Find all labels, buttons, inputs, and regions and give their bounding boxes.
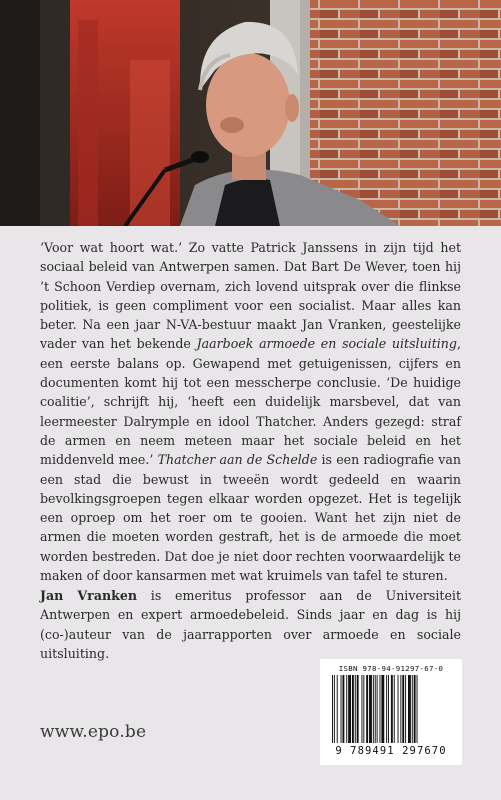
barcode-bar bbox=[398, 675, 399, 743]
barcode-bar bbox=[381, 675, 384, 743]
barcode-bar bbox=[377, 675, 378, 743]
barcode-bar bbox=[386, 675, 387, 743]
barcode-bar bbox=[355, 675, 356, 743]
barcode-bar bbox=[394, 675, 395, 743]
barcode-bar bbox=[391, 675, 393, 743]
isbn-label: ISBN 978-94-91297-67-0 bbox=[338, 664, 444, 673]
author-name: Jan Vranken bbox=[40, 588, 138, 603]
barcode-bars bbox=[332, 675, 450, 745]
barcode-bar bbox=[380, 675, 381, 743]
barcode-bar bbox=[408, 675, 411, 743]
isbn-barcode bbox=[320, 659, 462, 765]
barcode-bar bbox=[412, 675, 413, 743]
barcode-bar bbox=[341, 675, 342, 743]
barcode-bar bbox=[363, 675, 364, 743]
author-bio bbox=[40, 586, 461, 663]
author-photo-illustration bbox=[0, 0, 501, 226]
barcode-bar bbox=[369, 675, 372, 743]
barcode-bar bbox=[373, 675, 374, 743]
barcode-bar bbox=[361, 675, 362, 743]
barcode-bar bbox=[346, 675, 347, 743]
author-photo bbox=[0, 0, 501, 226]
barcode-bar bbox=[375, 675, 376, 743]
author-bio-text: is emeritus professor aan de Universiteit Antwerpen en expert armoedebeleid. Sinds jaar en dag is hij (co-)auteur van de jaarrapporten over armoede en sociale uitsluiting. bbox=[40, 588, 462, 661]
barcode-bar bbox=[352, 675, 354, 743]
blurb-book-title: Thatcher aan de Schelde bbox=[157, 452, 318, 468]
barcode-bar bbox=[388, 675, 389, 743]
barcode-bar bbox=[400, 675, 401, 743]
blurb-part-2: , een eerste balans op. Gewapend met getuigenissen, cijfers en documenten komt hij tot een messcherpe conclusie. ‘De huidige coalitie’, schrijft hij, ‘heeft een duidelijk marsbevel, dat van leermeester Dalrymple en idool Thatcher. Anders gezegd: straf de armen en neem meteen maar het sociale beleid en het middenveld mee.’ bbox=[40, 336, 461, 468]
barcode-bar bbox=[332, 675, 333, 743]
barcode-bar bbox=[348, 675, 351, 743]
ean-digits: 9 789491 297670 bbox=[335, 745, 447, 757]
barcode-bar bbox=[402, 675, 404, 743]
barcode-bar bbox=[417, 675, 418, 743]
barcode-bar bbox=[414, 675, 416, 743]
barcode-bar bbox=[366, 675, 368, 743]
barcode-bar bbox=[405, 675, 406, 743]
blurb-title-jaarboek: Jaarboek armoede en sociale uitsluiting bbox=[196, 336, 457, 352]
blurb-part-3: is een radiografie van een stad die bewust in tweeën wordt gedeeld en waarin bevolkingsgroepen tegen elkaar worden opgezet. Het is tegelijk een oproep om het roer om te gooien. Want het zijn niet de armen die moeten worden gestraft, het is de armoede die moet worden bestreden. Dat doe je niet door rechten voorwaardelijk te maken of door kansarmen met wat kruimels van tafel te sturen. bbox=[40, 452, 462, 584]
barcode-bar bbox=[337, 675, 338, 743]
barcode-bar bbox=[342, 675, 344, 743]
back-cover-blurb bbox=[40, 238, 461, 585]
blurb-part-1: ‘Voor wat hoort wat.’ Zo vatte Patrick Janssens in zijn tijd het sociaal beleid van Antwerpen samen. Dat Bart De Wever, toen hij ’t Schoon Verdiep overnam, zich lovend uitsprak over die flinkse politiek, is geen compliment voor een socialist. Maar alles kan beter. Na een jaar N-VA-bestuur maakt Jan Vranken, geestelijke vader van het bekende bbox=[40, 240, 461, 352]
barcode-bar bbox=[334, 675, 335, 743]
publisher-website[interactable]: www.epo.be bbox=[40, 722, 147, 742]
barcode-bar bbox=[357, 675, 359, 743]
